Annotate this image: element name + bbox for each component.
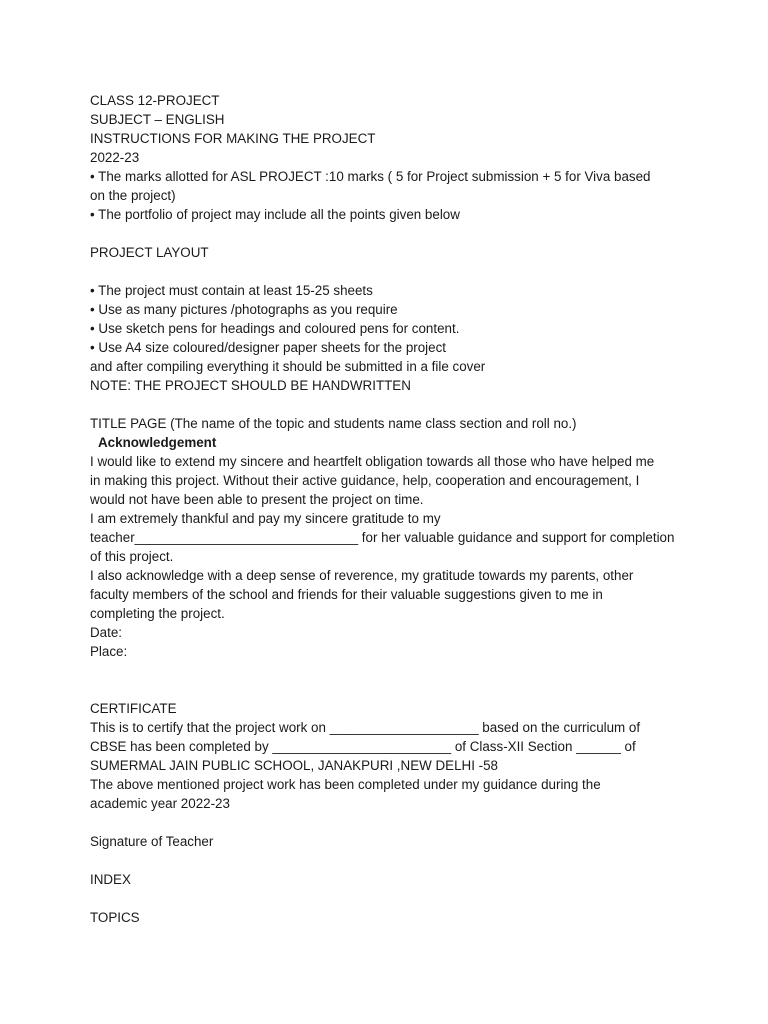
project-layout-heading: PROJECT LAYOUT — [90, 245, 209, 260]
spacer — [90, 224, 690, 243]
acknowledgement-line: teacher______________________________ for her valuable guidance and support for completion — [90, 530, 675, 545]
certificate-line: SUMERMAL JAIN PUBLIC SCHOOL, JANAKPURI ,NEW DELHI -58 — [90, 758, 499, 773]
year-line: 2022-23 — [90, 150, 140, 165]
acknowledgement-line: I would like to extend my sincere and heartfelt obligation towards all those who have helped me — [90, 454, 655, 469]
acknowledgement-line: in making this project. Without their active guidance, help, cooperation and encouragement, I — [90, 473, 640, 488]
acknowledgement-line: would not have been able to present the project on time. — [90, 492, 424, 507]
title-page-line: TITLE PAGE (The name of the topic and students name class section and roll no.) — [90, 416, 577, 431]
acknowledgement-line: of this project. — [90, 549, 174, 564]
spacer — [90, 262, 690, 281]
certificate-heading: CERTIFICATE — [90, 701, 177, 716]
portfolio-line: • The portfolio of project may include all the points given below — [90, 207, 460, 222]
layout-item: • The project must contain at least 15-25 sheets — [90, 283, 373, 298]
certificate-line: This is to certify that the project work on ____________________ based on the curriculum of — [90, 720, 641, 735]
instructions-heading: INSTRUCTIONS FOR MAKING THE PROJECT — [90, 131, 376, 146]
certificate-line: The above mentioned project work has been completed under my guidance during the — [90, 777, 601, 792]
spacer — [90, 851, 690, 870]
marks-line-1: • The marks allotted for ASL PROJECT :10 marks ( 5 for Project submission + 5 for Viva based — [90, 169, 651, 184]
spacer — [90, 813, 690, 832]
spacer — [90, 661, 690, 680]
teacher-signature-line: Signature of Teacher — [90, 834, 214, 849]
topics-label: TOPICS — [90, 910, 140, 925]
document-body — [90, 91, 690, 927]
spacer — [90, 680, 690, 699]
layout-item: • Use A4 size coloured/designer paper sheets for the project — [90, 340, 447, 355]
spacer — [90, 395, 690, 414]
acknowledgement-heading: Acknowledgement — [98, 435, 217, 450]
date-label: Date: — [90, 625, 123, 640]
compile-line: and after compiling everything it should be submitted in a file cover — [90, 359, 486, 374]
layout-item: • Use as many pictures /photographs as you require — [90, 302, 398, 317]
marks-line-2: on the project) — [90, 188, 176, 203]
acknowledgement-line: completing the project. — [90, 606, 225, 621]
index-heading: INDEX — [90, 872, 131, 887]
spacer — [90, 889, 690, 908]
acknowledgement-line: faculty members of the school and friends for their valuable suggestions given to me in — [90, 587, 603, 602]
certificate-line: academic year 2022-23 — [90, 796, 230, 811]
subject-line: SUBJECT – ENGLISH — [90, 112, 225, 127]
handwritten-note: NOTE: THE PROJECT SHOULD BE HANDWRITTEN — [90, 378, 411, 393]
layout-item: • Use sketch pens for headings and coloured pens for content. — [90, 321, 460, 336]
class-line: CLASS 12-PROJECT — [90, 93, 220, 108]
certificate-line: CBSE has been completed by ________________________ of Class-XII Section ______ of — [90, 739, 636, 754]
acknowledgement-line: I also acknowledge with a deep sense of reverence, my gratitude towards my parents, other — [90, 568, 634, 583]
place-label: Place: — [90, 644, 128, 659]
acknowledgement-line: I am extremely thankful and pay my sincere gratitude to my — [90, 511, 441, 526]
